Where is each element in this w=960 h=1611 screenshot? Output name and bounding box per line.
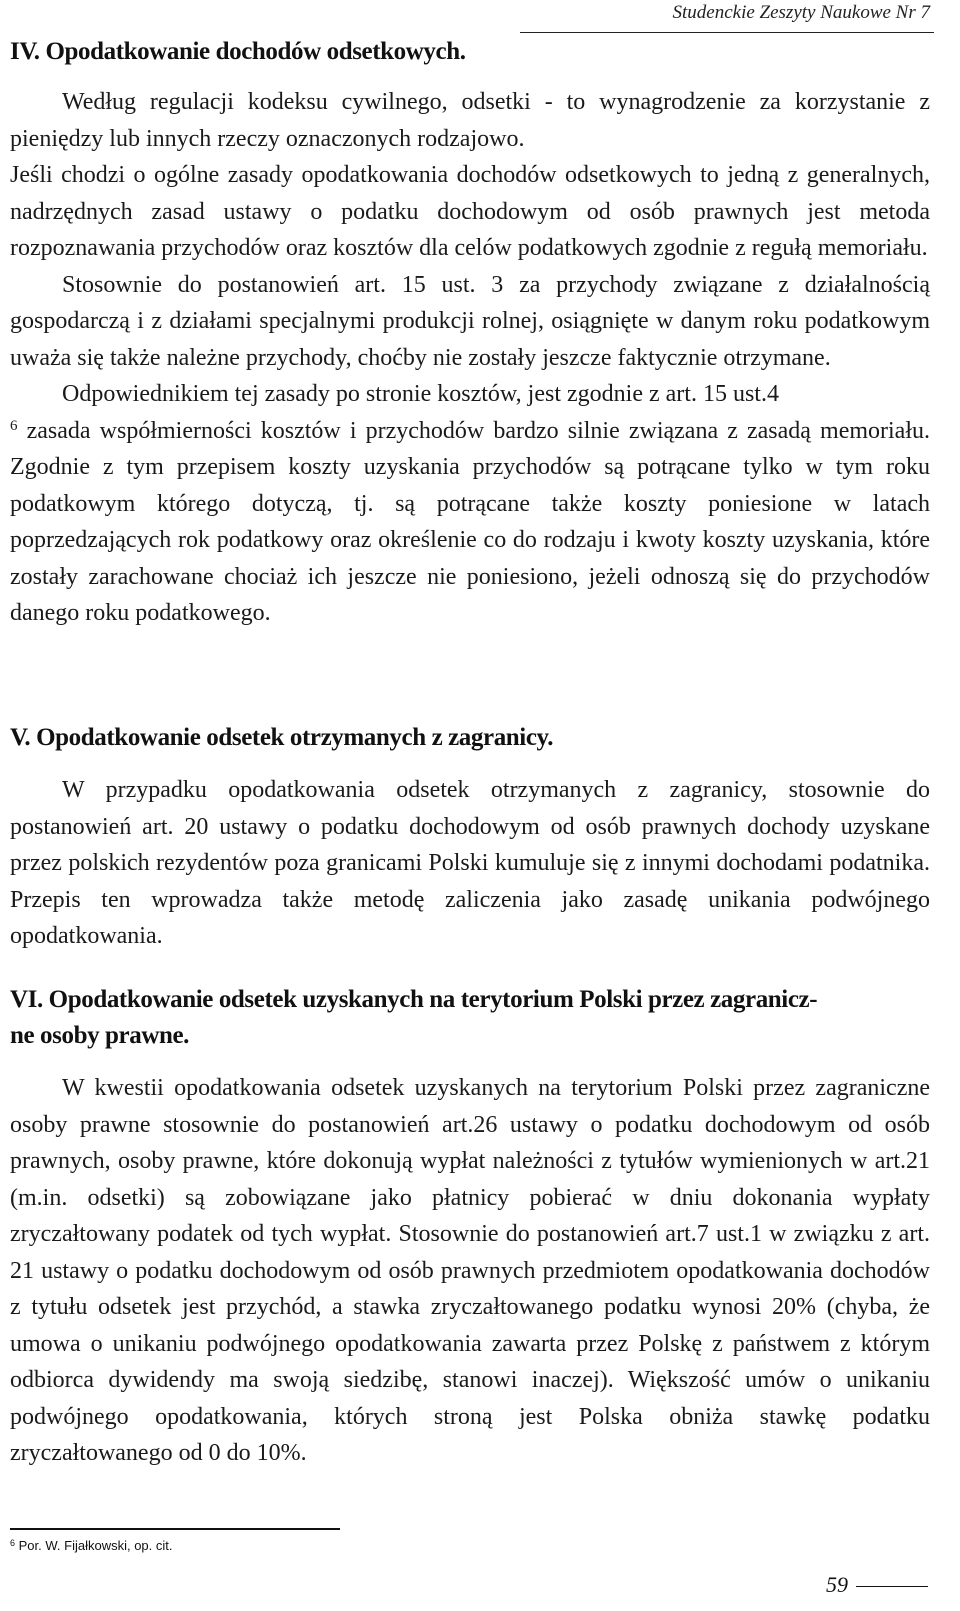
footnote-reference: 6 bbox=[10, 417, 18, 434]
footnote-rule bbox=[10, 1528, 340, 1530]
footnote-text: Por. W. Fijałkowski, op. cit. bbox=[15, 1538, 173, 1553]
section-heading-iv: IV. Opodatkowanie dochodów odsetkowych. bbox=[10, 38, 466, 65]
running-header: Studenckie Zeszyty Naukowe Nr 7 bbox=[672, 2, 930, 23]
section-body-vi bbox=[10, 1070, 930, 1472]
section-heading-vi-line2: ne osoby prawne. bbox=[10, 1022, 190, 1049]
section-body-v bbox=[10, 772, 930, 955]
footnote-marker: 6 bbox=[10, 1538, 16, 1548]
page-number: 59 bbox=[826, 1572, 848, 1597]
section-body-iv bbox=[10, 84, 930, 632]
paragraph-continuation bbox=[10, 413, 930, 632]
paragraph: W kwestii opodatkowania odsetek uzyskanych na terytorium Polski przez zagraniczne osoby prawne stosownie do postanowień art.26 ustawy o podatku dochodowym od osób prawnych, osoby prawne, które dokonują wypłat należności z tytułów wymienionych w art.21 (m.in. odsetki) są zobowiązane jako płatnicy pobierać w dniu dokonania wypłaty zryczałtowany podatek od tych wypłat. Stosownie do postanowień art.7 ust.1 w związku z art. 21 ustawy o podatku dochodowym od osób prawnych przedmiotem opodatkowania dochodów z tytułu odsetek jest przychód, a stawka zryczałtowanego podatku wynosi 20% (chyba, że umowa o unikaniu podwójnego opodatkowania zawarta przez Polskę z państwem z którym odbiorca dywidendy ma swoją siedzibę, stanowi inaczej). Większość umów o unikaniu podwójnego opodatkowania, których stroną jest Polska obniża stawkę podatku zryczałtowanego od 0 do 10%. bbox=[10, 1075, 930, 1466]
paragraph-text: zasada współmierności kosztów i przychodów bardzo silnie związana z zasadą memoriału. Zgodnie z tym przepisem koszty uzyskania przychodów są potrącane tylko w tym roku podatkowym którego dotyczą, tj. są potrącane także koszty poniesione w latach poprzedzających rok podatkowy oraz określenie co do rodzaju i kwoty koszty uzyskania, które zostały zarachowane chociaż ich jeszcze nie poniesiono, jeżeli odnoszą się do przychodów danego roku podatkowego. bbox=[10, 417, 930, 626]
paragraph: Odpowiednikiem tej zasady po stronie kosztów, jest zgodnie z art. 15 ust.4 bbox=[62, 381, 779, 407]
page-number-rule bbox=[856, 1586, 928, 1587]
section-heading-vi-line1: VI. Opodatkowanie odsetek uzyskanych na terytorium Polski przez zagranicz- bbox=[10, 986, 818, 1013]
paragraph: W przypadku opodatkowania odsetek otrzymanych z zagranicy, stosownie do postanowień art. 20 ustawy o podatku dochodowym od osób prawnych dochody uzyskane przez polskich rezydentów poza granicami Polski kumuluje się z innymi dochodami podatnika. Przepis ten wprowadza także metodę zaliczenia jako zasadę unikania podwójnego opodatkowania. bbox=[10, 777, 930, 949]
footnote bbox=[10, 1538, 173, 1553]
header-rule bbox=[520, 32, 934, 33]
paragraph: Jeśli chodzi o ogólne zasady opodatkowania dochodów odsetkowych to jedną z generalnych, nadrzędnych zasad ustawy o podatku dochodowym od osób prawnych jest metoda rozpoznawania przychodów oraz kosztów dla celów podatkowych zgodnie z regułą memoriału. bbox=[10, 162, 930, 261]
section-heading-v: V. Opodatkowanie odsetek otrzymanych z zagranicy. bbox=[10, 724, 554, 751]
paragraph: Według regulacji kodeksu cywilnego, odsetki - to wynagrodzenie za korzystanie z pieniędzy lub innych rzeczy oznaczonych rodzajowo. bbox=[10, 89, 930, 152]
paragraph: Stosownie do postanowień art. 15 ust. 3 za przychody związane z działalnością gospodarczą i z działami specjalnymi produkcji rolnej, osiągnięte w danym roku podatkowym uważa się także należne przychody, choćby nie zostały jeszcze faktycznie otrzymane. bbox=[10, 271, 930, 371]
